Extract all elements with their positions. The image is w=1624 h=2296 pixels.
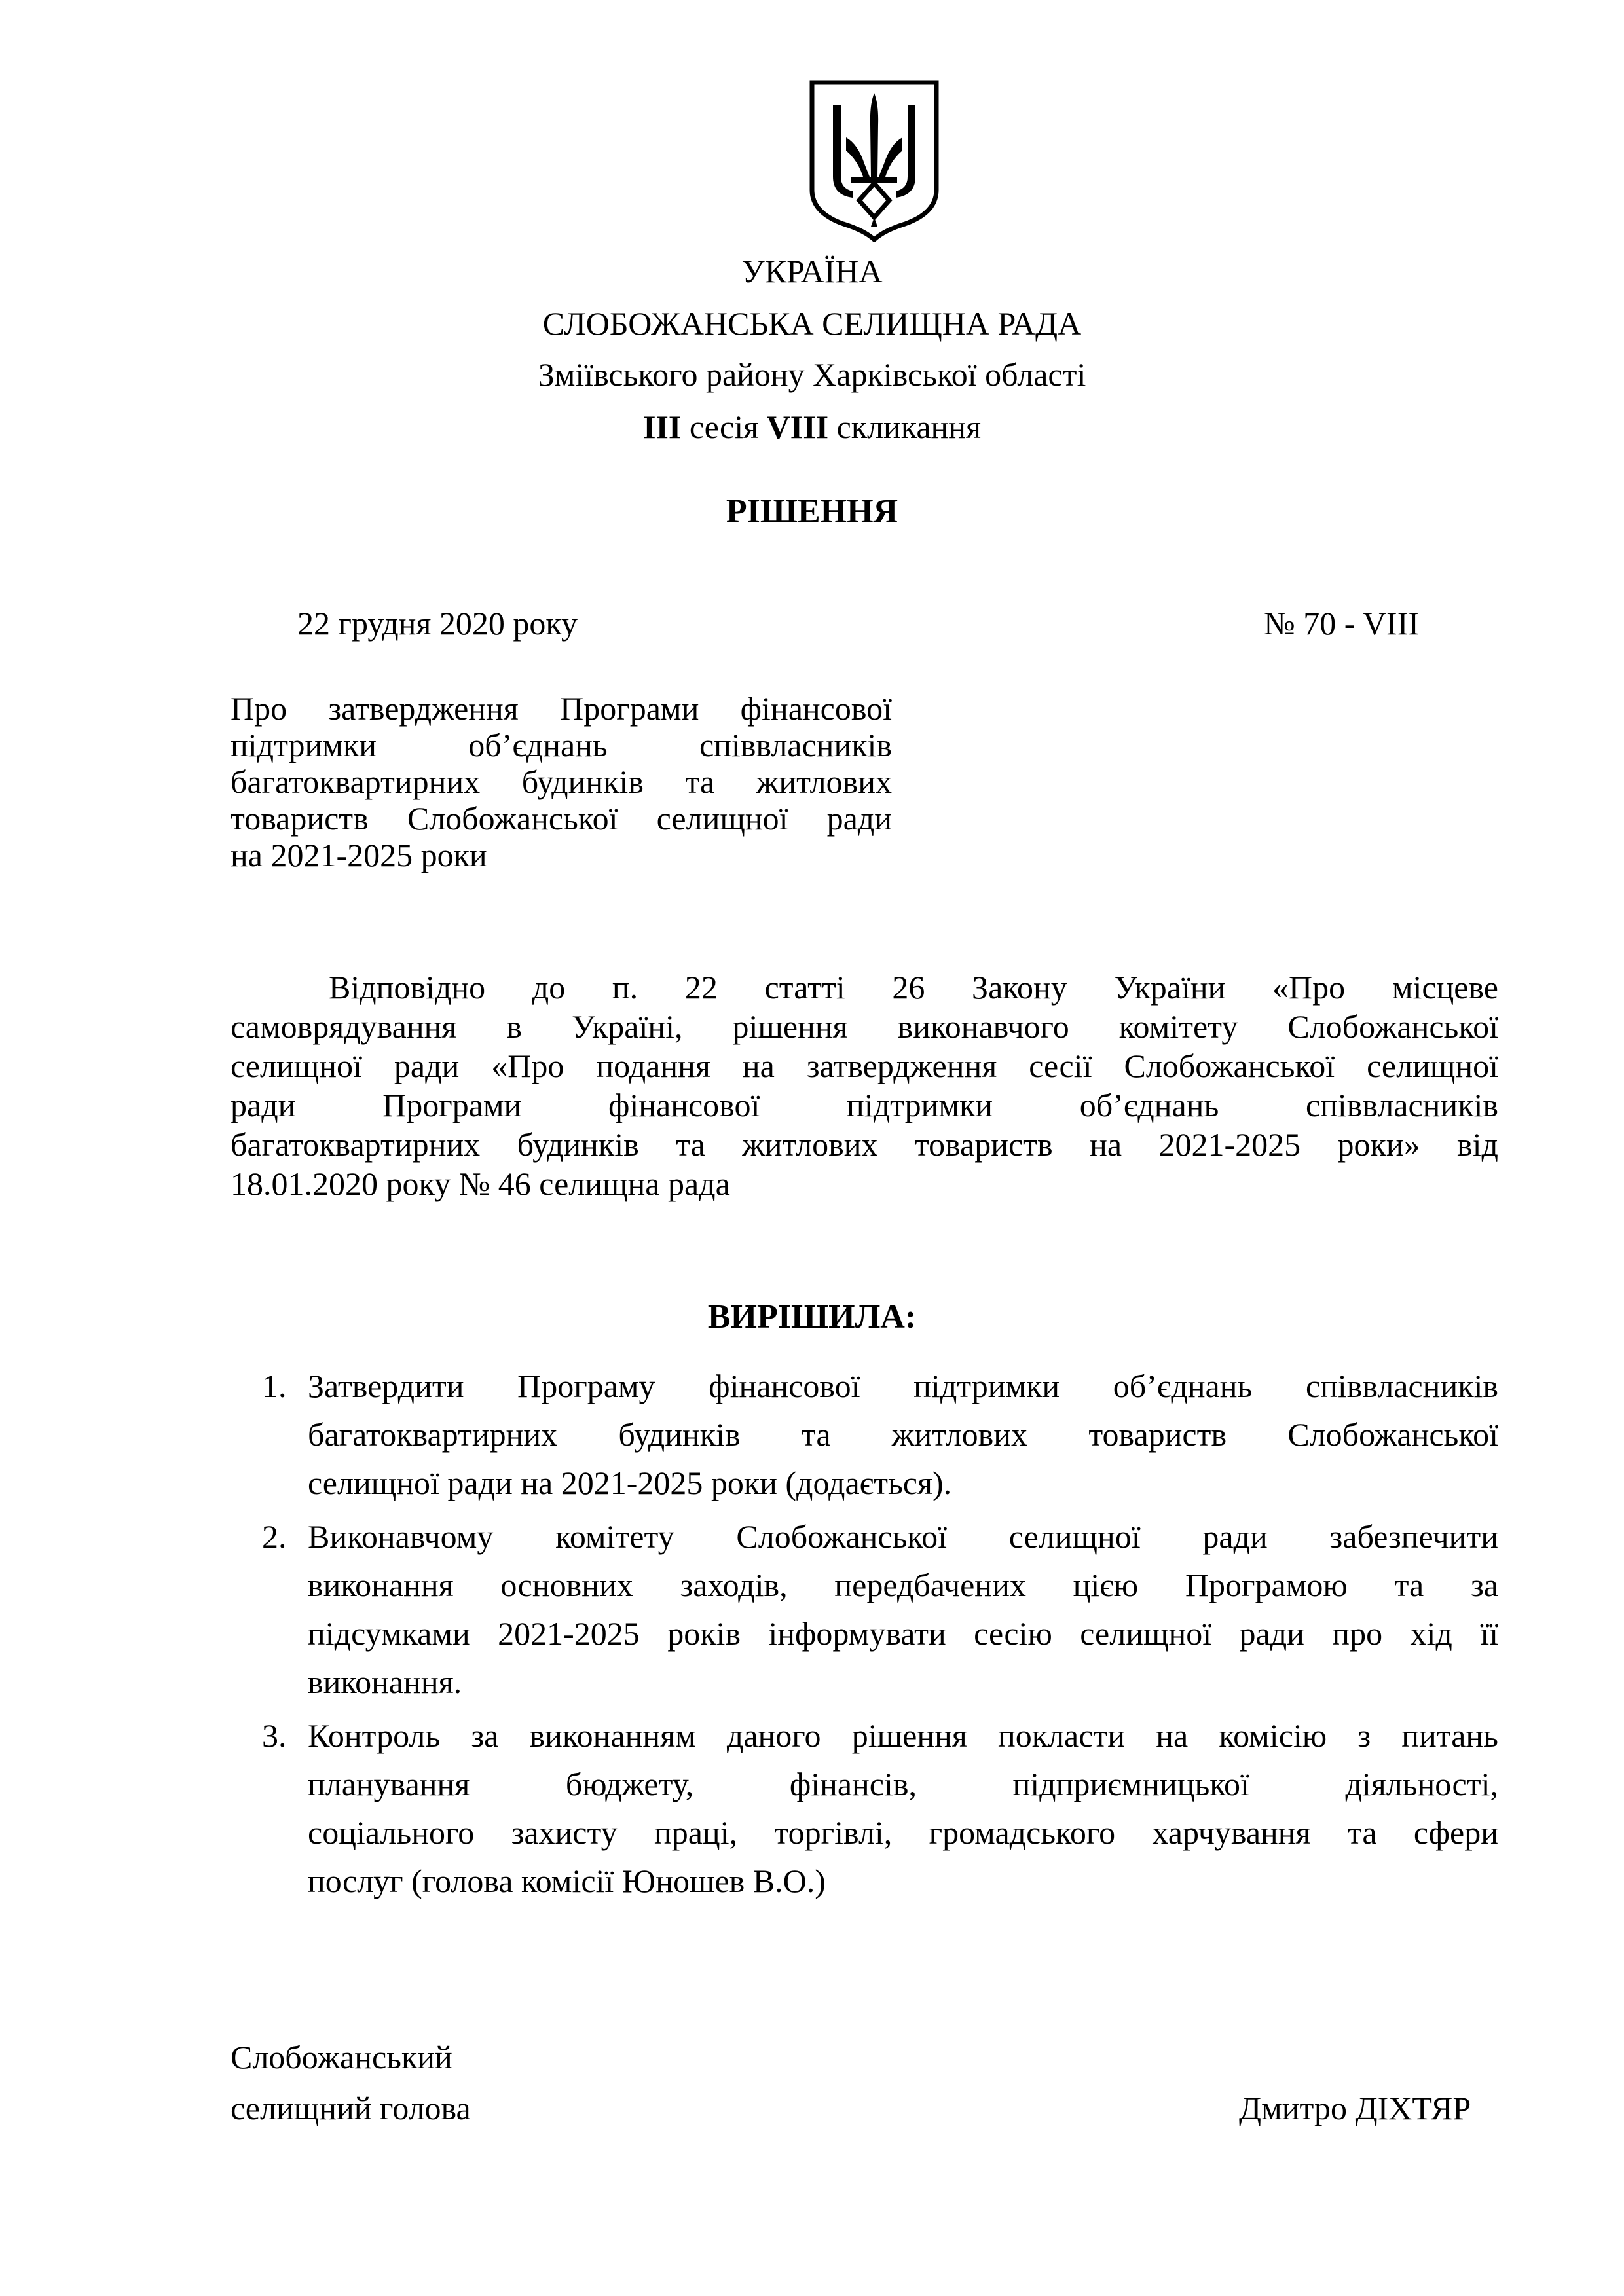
item-line: багатоквартирних будинків та житлових товариств Слобожанської bbox=[308, 1416, 1498, 1453]
council-name: СЛОБОЖАНСЬКА СЕЛИЩНА РАДА bbox=[542, 305, 1082, 342]
item-line: виконання. bbox=[308, 1664, 462, 1700]
preamble-line: багатоквартирних будинків та житлових товариств на 2021-2025 роки» від bbox=[231, 1126, 1498, 1163]
decision-number: № 70 - VIII bbox=[1264, 605, 1420, 642]
preamble-line: самоврядування в Україні, рішення виконавчого комітету Слобожанської bbox=[231, 1008, 1498, 1045]
signatory-title-line2: селищний голова bbox=[231, 2090, 471, 2126]
subject-line: багатоквартирних будинків та житлових bbox=[231, 763, 892, 800]
decision-date: 22 грудня 2020 року bbox=[297, 605, 578, 642]
country-name: УКРАЇНА bbox=[741, 253, 883, 289]
convocation-word: скликання bbox=[836, 409, 982, 445]
subject-line: товариств Слобожанської селищної ради bbox=[231, 800, 892, 837]
subject-line: Про затвердження Програми фінансової bbox=[231, 690, 892, 727]
district-name: Зміївського району Харківської області bbox=[538, 356, 1086, 393]
item-line: планування бюджету, фінансів, підприємницької діяльності, bbox=[308, 1766, 1498, 1802]
item-line: Виконавчому комітету Слобожанської селищної ради забезпечити bbox=[308, 1518, 1498, 1555]
item-number: 1. bbox=[262, 1368, 287, 1404]
item-line: виконання основних заходів, передбачених цією Програмою та за bbox=[308, 1567, 1498, 1603]
item-line: підсумками 2021-2025 років інформувати сесію селищної ради про хід її bbox=[308, 1615, 1498, 1652]
item-line: послуг (голова комісії Юношев В.О.) bbox=[308, 1863, 826, 1899]
signatory-name: Дмитро ДІХТЯР bbox=[1239, 2090, 1471, 2126]
session-word: сесія bbox=[689, 409, 759, 445]
preamble bbox=[231, 968, 1498, 1203]
item-line: соціального захисту праці, торгівлі, громадського харчування та сфери bbox=[308, 1814, 1498, 1851]
preamble-line: Відповідно до п. 22 статті 26 Закону України «Про місцеве bbox=[329, 969, 1498, 1006]
item-line: селищної ради на 2021-2025 роки (додається). bbox=[308, 1465, 952, 1501]
session-roman: III bbox=[642, 409, 682, 445]
preamble-line: ради Програми фінансової підтримки об’єднань співвласників bbox=[231, 1087, 1498, 1123]
subject-line: підтримки об’єднань співвласників bbox=[231, 727, 892, 763]
item-number: 2. bbox=[262, 1518, 287, 1555]
decision-subject bbox=[231, 690, 892, 873]
item-body bbox=[308, 1512, 1498, 1706]
item-body bbox=[308, 1362, 1498, 1507]
convocation-roman: VIII bbox=[766, 409, 829, 445]
subject-line: на 2021-2025 роки bbox=[231, 837, 487, 873]
item-line: Контроль за виконанням даного рішення покласти на комісію з питань bbox=[308, 1717, 1498, 1754]
coat-of-arms-icon bbox=[807, 79, 942, 242]
signatory-title-line1: Слобожанський bbox=[231, 2039, 452, 2075]
preamble-line: 18.01.2020 року № 46 селищна рада bbox=[231, 1165, 730, 1202]
session-line bbox=[0, 407, 1624, 446]
item-number: 3. bbox=[262, 1717, 287, 1754]
decided-heading: ВИРІШИЛА: bbox=[707, 1298, 917, 1336]
document-title: РІШЕННЯ bbox=[726, 493, 898, 530]
item-body bbox=[308, 1711, 1498, 1905]
preamble-line: селищної ради «Про подання на затвердження сесії Слобожанської селищної bbox=[231, 1048, 1498, 1084]
item-line: Затвердити Програму фінансової підтримки об’єднань співвласників bbox=[308, 1368, 1498, 1404]
